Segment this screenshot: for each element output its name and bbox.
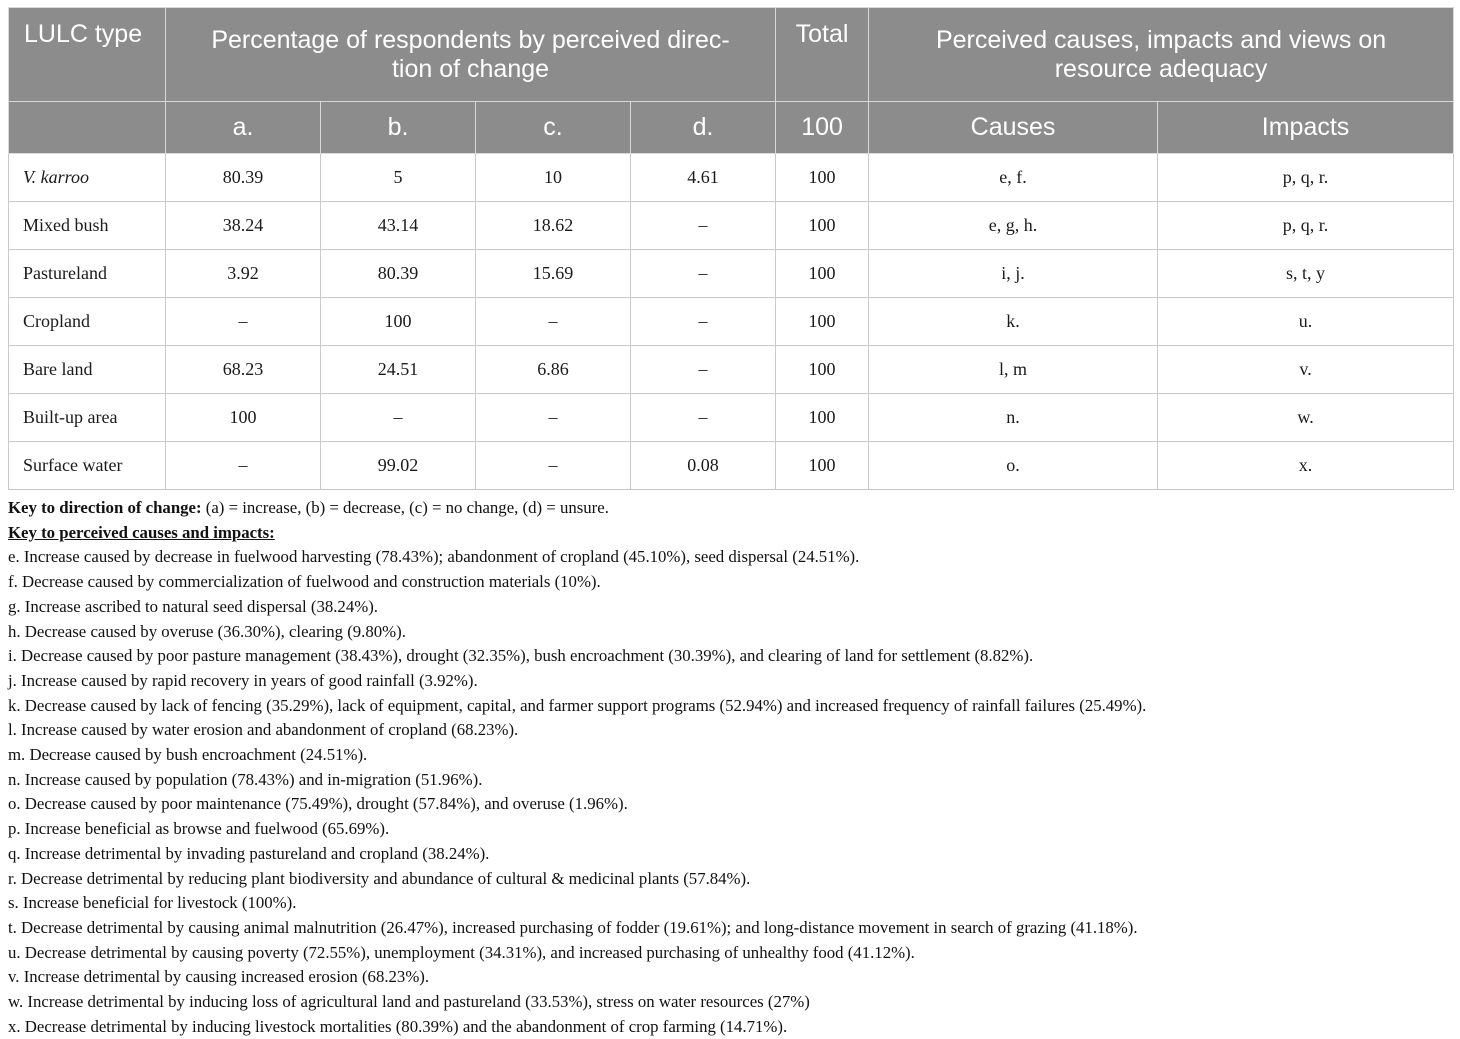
- cell-impacts: s, t, y: [1158, 250, 1454, 298]
- table-container: [8, 7, 1453, 1039]
- cell-total: 100: [776, 346, 869, 394]
- header-perceived-line1: Perceived causes, impacts and views on: [935, 25, 1387, 54]
- causes-key-heading: [8, 521, 1453, 546]
- cell-d: –: [631, 250, 776, 298]
- cell-d: 4.61: [631, 154, 776, 202]
- header-c: c.: [476, 102, 631, 154]
- note-item: g. Increase ascribed to natural seed dispersal (38.24%).: [8, 596, 378, 616]
- cell-a: 3.92: [166, 250, 321, 298]
- cell-c: 10: [476, 154, 631, 202]
- cell-d: –: [631, 202, 776, 250]
- cell-d: 0.08: [631, 442, 776, 490]
- cell-b: 5: [321, 154, 476, 202]
- cell-type: Bare land: [9, 346, 166, 394]
- table-notes: [8, 496, 1453, 1039]
- cell-causes: e, g, h.: [869, 202, 1158, 250]
- table-row: [9, 154, 1454, 202]
- cell-impacts: x.: [1158, 442, 1454, 490]
- cell-c: –: [476, 442, 631, 490]
- cell-type: V. karroo: [9, 154, 166, 202]
- note-item: w. Increase detrimental by inducing loss of agricultural land and pastureland (33.53%), stress on water resources (27%): [8, 992, 810, 1012]
- cell-causes: k.: [869, 298, 1158, 346]
- causes-key-label: Key to perceived causes and impacts:: [8, 522, 275, 542]
- cell-total: 100: [776, 202, 869, 250]
- cell-causes: e, f.: [869, 154, 1158, 202]
- cell-type: Surface water: [9, 442, 166, 490]
- cell-a: –: [166, 442, 321, 490]
- note-item: q. Increase detrimental by invading pastureland and cropland (38.24%).: [8, 843, 490, 863]
- cell-c: –: [476, 298, 631, 346]
- note-item: i. Decrease caused by poor pasture management (38.43%), drought (32.35%), bush encroachment (30.39%), and clearing of land for settlement (8.82%).: [8, 646, 1034, 666]
- direction-key-label: Key to direction of change:: [8, 498, 202, 517]
- note-item: l. Increase caused by water erosion and abandonment of cropland (68.23%).: [8, 720, 519, 740]
- table-row: [9, 346, 1454, 394]
- cell-total: 100: [776, 442, 869, 490]
- note-item: p. Increase beneficial as browse and fuelwood (65.69%).: [8, 819, 390, 839]
- header-a: a.: [166, 102, 321, 154]
- cell-impacts: u.: [1158, 298, 1454, 346]
- cell-c: 15.69: [476, 250, 631, 298]
- cell-d: –: [631, 298, 776, 346]
- cell-a: –: [166, 298, 321, 346]
- cell-causes: o.: [869, 442, 1158, 490]
- header-total: Total: [776, 8, 869, 102]
- header-causes: Causes: [869, 102, 1158, 154]
- note-item: f. Decrease caused by commercialization of fuelwood and construction materials (10%).: [8, 572, 601, 592]
- header-percentage-line1: Percentage of respondents by perceived direc-: [211, 25, 730, 54]
- note-item: u. Decrease detrimental by causing poverty (72.55%), unemployment (34.31%), and increased purchasing of unhealthy food (41.12%).: [8, 942, 915, 962]
- note-item: n. Increase caused by population (78.43%) and in-migration (51.96%).: [8, 769, 483, 789]
- note-item: m. Decrease caused by bush encroachment (24.51%).: [8, 745, 368, 765]
- cell-total: 100: [776, 154, 869, 202]
- direction-key: [8, 496, 1453, 521]
- cell-a: 38.24: [166, 202, 321, 250]
- note-item: o. Decrease caused by poor maintenance (75.49%), drought (57.84%), and overuse (1.96%).: [8, 794, 628, 814]
- note-item: h. Decrease caused by overuse (36.30%), clearing (9.80%).: [8, 621, 406, 641]
- cell-b: 80.39: [321, 250, 476, 298]
- cell-b: 100: [321, 298, 476, 346]
- cell-d: –: [631, 346, 776, 394]
- note-item: t. Decrease detrimental by causing animal malnutrition (26.47%), increased purchasing of fodder (19.61%); and long-distance movement in search of grazing (41.18%).: [8, 917, 1138, 937]
- cell-total: 100: [776, 394, 869, 442]
- cell-b: 99.02: [321, 442, 476, 490]
- table-row: [9, 202, 1454, 250]
- note-item: e. Increase caused by decrease in fuelwood harvesting (78.43%); abandonment of cropland (45.10%), seed dispersal (24.51%).: [8, 547, 860, 567]
- cell-a: 80.39: [166, 154, 321, 202]
- cell-causes: i, j.: [869, 250, 1158, 298]
- cell-a: 100: [166, 394, 321, 442]
- cell-b: 43.14: [321, 202, 476, 250]
- cell-a: 68.23: [166, 346, 321, 394]
- note-item: x. Decrease detrimental by inducing livestock mortalities (80.39%) and the abandonment of crop farming (14.71%).: [8, 1016, 788, 1036]
- header-empty: [9, 102, 166, 154]
- cell-total: 100: [776, 250, 869, 298]
- header-total-value: 100: [776, 102, 869, 154]
- table-row: [9, 394, 1454, 442]
- cell-impacts: p, q, r.: [1158, 202, 1454, 250]
- cell-d: –: [631, 394, 776, 442]
- note-item: j. Increase caused by rapid recovery in years of good rainfall (3.92%).: [8, 670, 478, 690]
- table-row: [9, 442, 1454, 490]
- header-b: b.: [321, 102, 476, 154]
- cell-causes: l, m: [869, 346, 1158, 394]
- cell-type: Mixed bush: [9, 202, 166, 250]
- header-percentage: [166, 8, 776, 102]
- lulc-table: [8, 7, 1454, 490]
- header-percentage-line2: tion of change: [391, 54, 550, 83]
- header-impacts: Impacts: [1158, 102, 1454, 154]
- cell-impacts: v.: [1158, 346, 1454, 394]
- cell-type: Built-up area: [9, 394, 166, 442]
- direction-key-text: (a) = increase, (b) = decrease, (c) = no change, (d) = unsure.: [201, 498, 609, 517]
- table-row: [9, 250, 1454, 298]
- header-perceived-line2: resource adequacy: [1054, 54, 1268, 83]
- cell-type: Pastureland: [9, 250, 166, 298]
- cell-impacts: p, q, r.: [1158, 154, 1454, 202]
- cell-causes: n.: [869, 394, 1158, 442]
- cell-c: 18.62: [476, 202, 631, 250]
- cell-b: 24.51: [321, 346, 476, 394]
- cell-c: 6.86: [476, 346, 631, 394]
- note-item: v. Increase detrimental by causing increased erosion (68.23%).: [8, 967, 430, 987]
- note-item: r. Decrease detrimental by reducing plant biodiversity and abundance of cultural & medicinal plants (57.84%).: [8, 868, 751, 888]
- cell-total: 100: [776, 298, 869, 346]
- cell-c: –: [476, 394, 631, 442]
- cell-b: –: [321, 394, 476, 442]
- note-item: s. Increase beneficial for livestock (100%).: [8, 893, 297, 913]
- cell-type: Cropland: [9, 298, 166, 346]
- cell-impacts: w.: [1158, 394, 1454, 442]
- table-row: [9, 298, 1454, 346]
- header-d: d.: [631, 102, 776, 154]
- header-perceived: [869, 8, 1454, 102]
- note-item: k. Decrease caused by lack of fencing (35.29%), lack of equipment, capital, and farmer support programs (52.94%) and increased frequency of rainfall failures (25.49%).: [8, 695, 1147, 715]
- header-lulc-type: LULC type: [9, 8, 166, 102]
